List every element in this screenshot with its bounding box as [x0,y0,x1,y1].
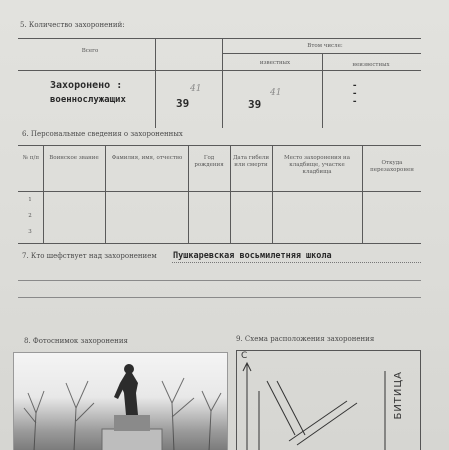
river-label: БИТИЦА [393,371,404,420]
section-9-title: 9. Схема расположения захоронения [236,335,375,343]
table5-divider-1 [155,38,156,128]
header-place: Место захоронения на кладбище, участке кладбища [283,155,350,175]
section-5-title: 5. Количество захоронений: [20,21,125,29]
table5-divider-3 [322,53,323,128]
burial-scheme [236,350,421,450]
patron-value: Пушкаревская восьмилетняя школа [173,251,332,261]
table6-col-div-3 [188,145,189,243]
unknown-dash-2: - [352,89,358,99]
row-number-2: 2 [28,213,32,219]
row-label-buried: Захоронено : [50,80,123,91]
col-among-header: Втом числе: [307,43,343,49]
table6-col-div-1 [43,145,44,243]
known-hand-value: 41 [270,88,282,98]
table6-col-div-2 [105,145,106,243]
section-6-title: 6. Персональные сведения о захороненных [22,130,183,138]
patron-line [172,262,421,263]
memorial-photo-drawing [14,353,227,450]
section-7-title: 7. Кто шефствует над захоронением [22,252,157,260]
memorial-photo [13,352,228,450]
table5-top-border [18,38,421,39]
col-known-header: известных [259,60,291,66]
unknown-dash-3: - [352,97,358,107]
unknown-dash-1: - [352,81,358,91]
table6-col-div-6 [362,145,363,243]
header-from: Откуда перезахоронен [370,160,414,173]
row-label-military: военнослужащих [50,95,126,105]
row-number-3: 3 [28,229,32,235]
total-hand-value: 41 [190,84,202,94]
table5-header-border [18,70,421,71]
table6-col-div-5 [272,145,273,243]
total-value: 39 [176,97,190,110]
header-birth: Год рождения [194,155,224,168]
table6-header-border [18,191,421,192]
table6-col-div-4 [230,145,231,243]
header-death: Дата гибели или смерти [232,155,270,168]
table5-divider-2 [222,38,223,128]
col-total-header: Всего [81,48,99,54]
road-5 [297,403,357,445]
unknown-value [352,82,357,106]
section-8-title: 8. Фотоснимок захоронения [24,337,128,345]
table6-bottom-border [18,243,421,244]
known-value: 39 [248,98,262,111]
blank-line-2 [18,297,421,298]
north-label: С [241,351,248,361]
table6-top-border [18,145,421,146]
blank-line-1 [18,280,421,281]
header-rank: Воинское звание [49,155,99,161]
header-num: № п/п [22,155,40,161]
row-number-1: 1 [28,197,32,203]
col-unknown-header: неизвестных [352,62,390,68]
header-name: Фамилия, имя, отчество [111,155,183,161]
